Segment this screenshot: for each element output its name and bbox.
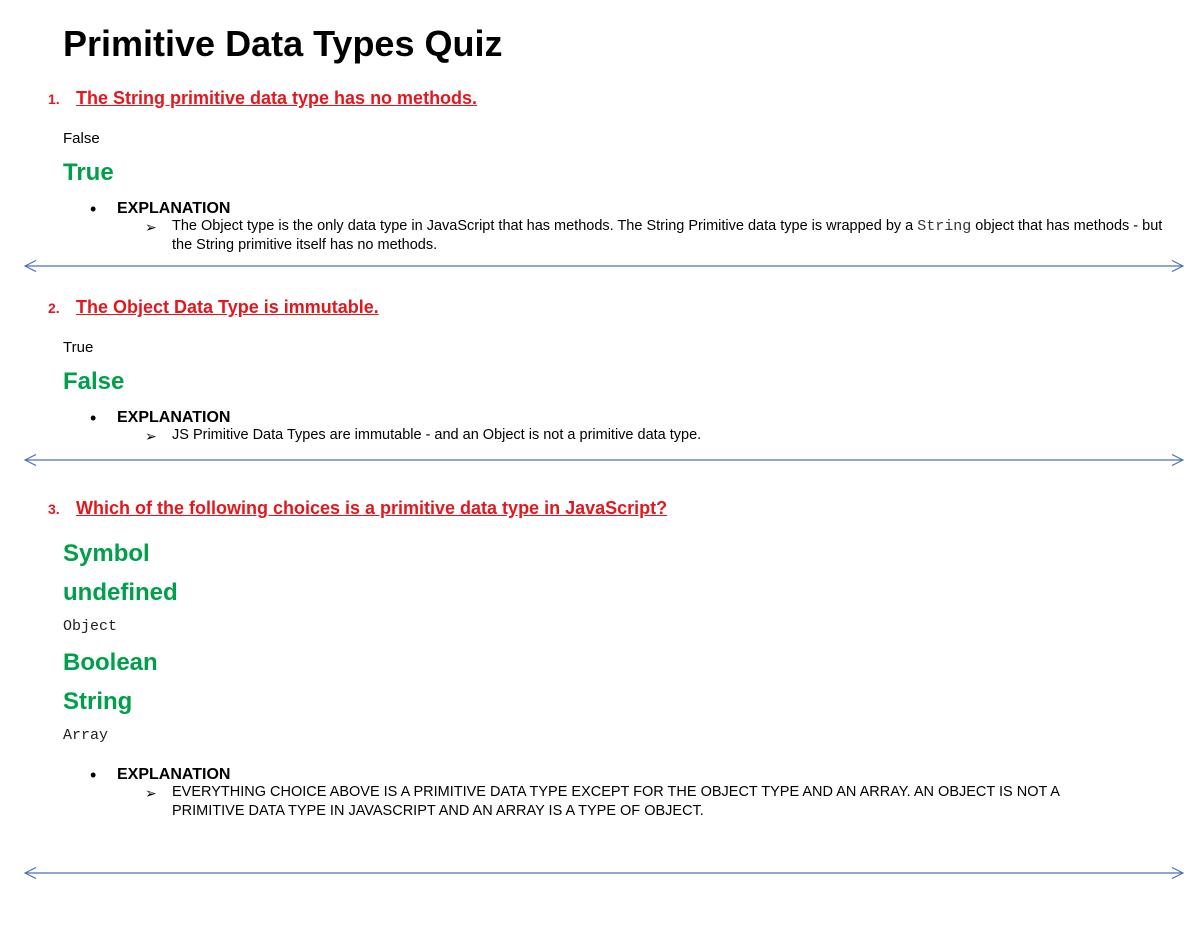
answer-option-correct[interactable]: Boolean <box>63 649 158 676</box>
divider-double-arrow <box>24 454 1184 466</box>
question-number: 3. <box>48 501 60 517</box>
explanation-text: EVERYTHING CHOICE ABOVE IS A PRIMITIVE DATA TYPE EXCEPT FOR THE OBJECT TYPE AND AN ARRAY. AN OBJECT IS NOT A PRIMITIVE DATA TYPE IN JAVASCRIPT AND AN ARRAY IS A TYPE OF OBJECT. <box>172 784 1060 819</box>
answer-option-incorrect[interactable]: Object <box>63 618 118 635</box>
arrow-bullet-icon: ➢ <box>145 428 157 444</box>
answer-option-correct[interactable]: False <box>63 368 125 395</box>
arrow-bullet-icon: ➢ <box>145 219 157 235</box>
question-text: The String primitive data type has no methods. <box>76 88 478 108</box>
answer-option-correct[interactable]: True <box>63 159 114 186</box>
answer-option-correct[interactable]: undefined <box>63 579 178 606</box>
answer-option-incorrect[interactable]: Array <box>63 727 109 744</box>
code-string: String <box>917 218 972 235</box>
answer-option-incorrect[interactable]: False <box>63 130 100 147</box>
explanation-text: JS Primitive Data Types are immutable - and an Object is not a primitive data type. <box>172 427 702 443</box>
explanation-heading: EXPLANATION <box>117 409 231 426</box>
answer-option-incorrect[interactable]: True <box>63 339 94 356</box>
page-title: Primitive Data Types Quiz <box>63 23 503 64</box>
answer-option-correct[interactable]: String <box>63 688 133 715</box>
question-text: Which of the following choices is a primitive data type in JavaScript? <box>76 498 668 518</box>
divider-double-arrow <box>24 260 1184 272</box>
explanation-text: The Object type is the only data type in JavaScript that has methods. The String Primitive data type is wrapped by a String object that has methods - but the String primitive itself has no methods. <box>172 218 1163 253</box>
question-number: 2. <box>48 300 60 316</box>
explanation-heading: EXPLANATION <box>117 766 231 783</box>
explanation-heading: EXPLANATION <box>117 200 231 217</box>
divider-double-arrow <box>24 867 1184 879</box>
question-text: The Object Data Type is immutable. <box>76 297 379 317</box>
bullet-icon: • <box>90 199 97 219</box>
answer-option-correct[interactable]: Symbol <box>63 540 150 567</box>
bullet-icon: • <box>90 765 97 785</box>
bullet-icon: • <box>90 408 97 428</box>
question-number: 1. <box>48 91 60 107</box>
arrow-bullet-icon: ➢ <box>145 785 157 801</box>
